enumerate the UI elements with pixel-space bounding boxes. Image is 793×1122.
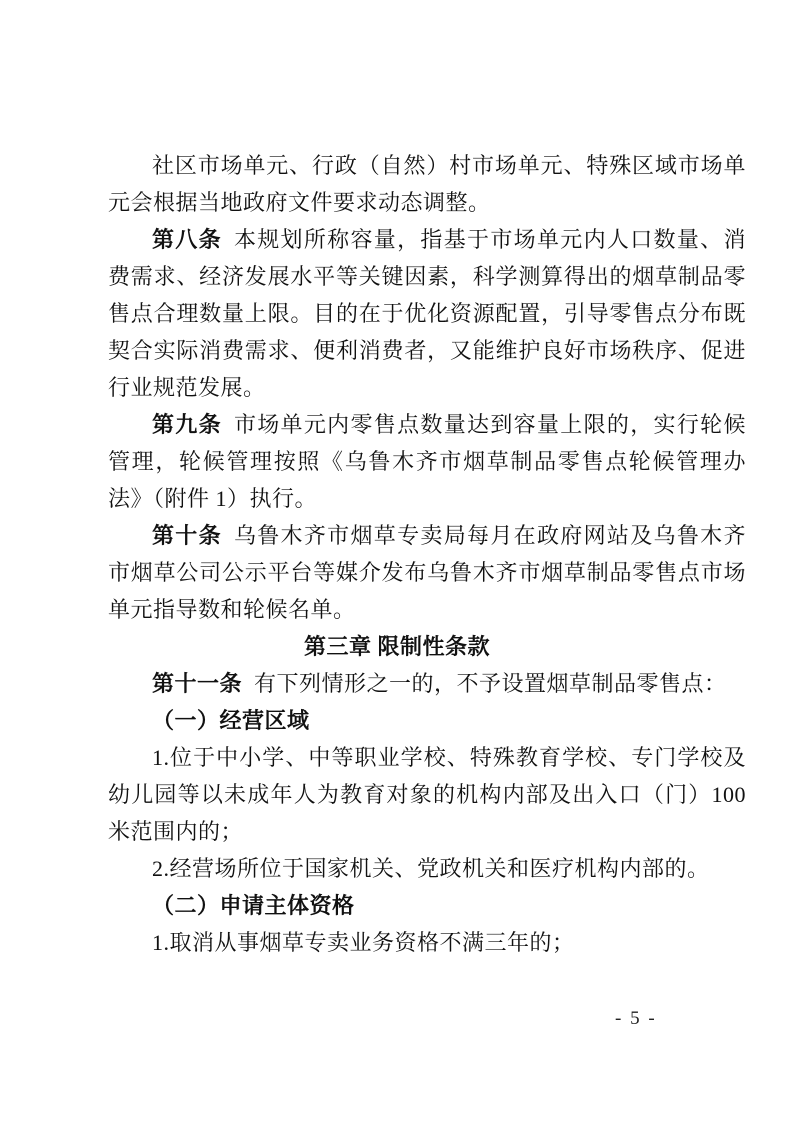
- article-11-text: 有下列情形之一的，不予设置烟草制品零售点：: [254, 671, 727, 696]
- intro-paragraph: [108, 147, 746, 221]
- chapter-heading: 第三章 限制性条款: [303, 634, 490, 659]
- article-10-paragraph: [108, 517, 746, 628]
- article-8-text: 本规划所称容量，指基于市场单元内人口数量、消费需求、经济发展水平等关键因素，科学测算得出的烟草制品零售点合理数量上限。目的在于优化资源配置，引导零售点分布既契合实际消费需求、便利消费者，又能维护良好市场秩序、促进行业规范发展。: [108, 227, 746, 400]
- article-11-paragraph: [108, 665, 746, 702]
- article-9-text: 市场单元内零售点数量达到容量上限的，实行轮候管理，轮候管理按照《乌鲁木齐市烟草制品零售点轮候管理办法》（附件 1）执行。: [108, 412, 746, 511]
- article-10-number: 第十条: [152, 523, 222, 548]
- document-body: [108, 147, 746, 961]
- article-9-number: 第九条: [152, 412, 222, 437]
- page-number: - 5 -: [615, 1008, 657, 1029]
- paragraph-text: 社区市场单元、行政（自然）村市场单元、特殊区域市场单元会根据当地政府文件要求动态调整。: [108, 153, 746, 215]
- article-11-number: 第十一条: [152, 671, 243, 696]
- article-8-number: 第八条: [152, 227, 222, 252]
- article-8-paragraph: [108, 221, 746, 406]
- article-9-paragraph: [108, 406, 746, 517]
- article-10-text: 乌鲁木齐市烟草专卖局每月在政府网站及乌鲁木齐市烟草公司公示平台等媒介发布乌鲁木齐市烟草制品零售点市场单元指导数和轮候名单。: [108, 523, 746, 622]
- section-1-item-1: 1.位于中小学、中等职业学校、特殊教育学校、专门学校及幼儿园等以未成年人为教育对象的机构内部及出入口（门）100米范围内的；: [108, 745, 746, 844]
- section-2-heading: （二）申请主体资格: [152, 893, 355, 918]
- section-2-item-1: 1.取消从事烟草专卖业务资格不满三年的；: [152, 930, 575, 955]
- section-1-heading: （一）经营区域: [152, 708, 310, 733]
- section-1-item-2: 2.经营场所位于国家机关、党政机关和医疗机构内部的。: [152, 856, 710, 881]
